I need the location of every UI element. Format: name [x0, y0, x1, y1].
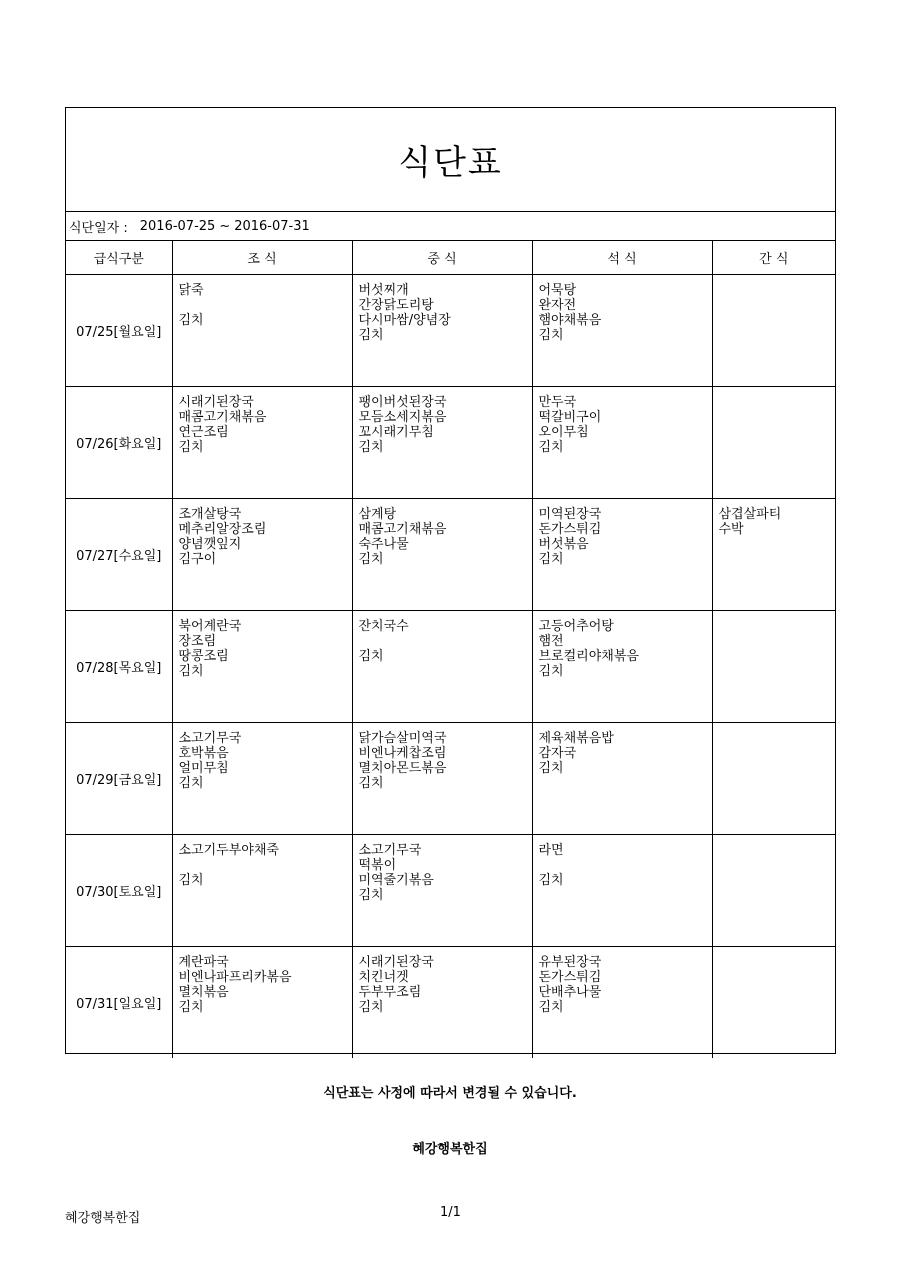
menu-item [359, 634, 532, 649]
menu-item: 김치 [178, 1000, 204, 1015]
breakfast-cell [172, 723, 352, 835]
period-start: 2016-07-25 [139, 218, 216, 234]
menu-item: 두부무조림 [358, 985, 422, 1000]
menu-item: 김치 [538, 328, 564, 343]
menu-body [66, 275, 835, 1059]
menu-item: 소고기무국 [358, 843, 422, 858]
period-end: 2016-07-31 [234, 218, 310, 234]
day-cell: 07/30[토요일] [66, 835, 172, 947]
document-title: 식단표 [398, 143, 503, 183]
menu-item: 김치 [178, 776, 204, 791]
snack-cell [712, 499, 835, 611]
lunch-cell [352, 723, 532, 835]
menu-item: 미역된장국 [538, 507, 602, 522]
menu-item: 연근조림 [178, 425, 229, 440]
breakfast-cell [172, 611, 352, 723]
period-label: 식단일자 : [69, 220, 128, 236]
table-row [66, 499, 835, 611]
menu-item: 모듬소세지볶음 [358, 410, 447, 425]
menu-item: 꼬시래기무침 [358, 425, 434, 440]
menu-item: 매콤고기채볶음 [178, 410, 267, 425]
footer-page-number: 1/1 [440, 1205, 461, 1220]
footer-organization: 혜강행복한집 [65, 1211, 141, 1226]
menu-item: 양념깻잎지 [178, 537, 242, 552]
menu-item: 매콤고기채볶음 [358, 522, 447, 537]
menu-item: 제육채볶음밥 [538, 731, 614, 746]
menu-item: 수박 [718, 522, 744, 537]
dinner-cell [532, 275, 712, 387]
menu-item: 김구이 [178, 552, 217, 567]
dinner-cell [532, 611, 712, 723]
notice-text: 식단표는 사정에 따라서 변경될 수 있습니다. [323, 1086, 577, 1101]
column-header: 간 식 [712, 241, 835, 275]
menu-item: 호박볶음 [178, 746, 229, 761]
menu-item: 시래기된장국 [358, 955, 434, 970]
menu-item: 햄야채볶음 [538, 313, 602, 328]
menu-item: 김치 [358, 888, 384, 903]
menu-item: 팽이버섯된장국 [358, 395, 447, 410]
menu-item: 버섯볶음 [538, 537, 589, 552]
menu-item: 삼계탕 [358, 507, 397, 522]
menu-item: 비엔나파프리카볶음 [178, 970, 292, 985]
menu-item: 소고기두부야채죽 [178, 843, 279, 858]
menu-sheet [65, 107, 836, 1054]
menu-item: 땅콩조림 [178, 649, 229, 664]
menu-item: 김치 [358, 776, 384, 791]
menu-item: 닭가슴살미역국 [358, 731, 447, 746]
table-row [66, 723, 835, 835]
menu-item: 메추리알장조림 [178, 522, 267, 537]
breakfast-cell [172, 947, 352, 1059]
menu-item: 숙주나물 [358, 537, 409, 552]
menu-item: 얼미무침 [178, 761, 229, 776]
menu-item: 김치 [538, 873, 564, 888]
dinner-cell [532, 723, 712, 835]
title-row [66, 108, 835, 212]
column-header: 조 식 [172, 241, 352, 275]
dinner-cell [532, 499, 712, 611]
menu-item: 라면 [538, 843, 564, 858]
menu-item: 김치 [358, 328, 384, 343]
period-row [66, 212, 835, 241]
menu-item: 어묵탕 [538, 283, 577, 298]
menu-item: 삼겹살파티 [718, 507, 782, 522]
day-cell: 07/27[수요일] [66, 499, 172, 611]
lunch-cell [352, 947, 532, 1059]
day-cell: 07/26[화요일] [66, 387, 172, 499]
day-cell: 07/25[월요일] [66, 275, 172, 387]
menu-item: 김치 [538, 440, 564, 455]
breakfast-cell [172, 499, 352, 611]
breakfast-cell [172, 387, 352, 499]
menu-item: 김치 [538, 552, 564, 567]
lunch-cell [352, 835, 532, 947]
menu-item: 계란파국 [178, 955, 229, 970]
menu-item: 떡볶이 [358, 858, 397, 873]
snack-cell [712, 947, 835, 1059]
menu-item: 김치 [178, 440, 204, 455]
day-cell: 07/31[일요일] [66, 947, 172, 1059]
menu-item: 김치 [178, 313, 204, 328]
menu-item: 소고기무국 [178, 731, 242, 746]
day-cell: 07/28[목요일] [66, 611, 172, 723]
menu-item: 시래기된장국 [178, 395, 254, 410]
menu-item: 김치 [358, 440, 384, 455]
menu-item: 김치 [538, 761, 564, 776]
snack-cell [712, 835, 835, 947]
menu-item: 장조림 [178, 634, 217, 649]
menu-item: 조개살탕국 [178, 507, 242, 522]
menu-item: 잔치국수 [358, 619, 409, 634]
menu-item: 브로컬리야채볶음 [538, 649, 639, 664]
lunch-cell [352, 611, 532, 723]
organization-name: 혜강행복한집 [412, 1142, 488, 1157]
snack-cell [712, 611, 835, 723]
menu-item: 멸치볶음 [178, 985, 229, 1000]
menu-item: 다시마쌈/양념장 [358, 313, 451, 328]
table-row [66, 835, 835, 947]
menu-item: 김치 [178, 664, 204, 679]
dinner-cell [532, 387, 712, 499]
snack-cell [712, 275, 835, 387]
menu-item: 유부된장국 [538, 955, 602, 970]
menu-item: 단배추나물 [538, 985, 602, 1000]
menu-item: 김치 [358, 649, 384, 664]
menu-item: 미역줄기볶음 [358, 873, 434, 888]
menu-item: 고등어추어탕 [538, 619, 614, 634]
table-row [66, 611, 835, 723]
menu-item: 햄전 [538, 634, 564, 649]
menu-item: 떡갈비구이 [538, 410, 602, 425]
snack-cell [712, 387, 835, 499]
column-header: 급식구분 [93, 252, 144, 267]
table-row [66, 275, 835, 387]
menu-item: 돈가스튀김 [538, 522, 602, 537]
menu-item: 버섯찌개 [358, 283, 409, 298]
menu-item: 비엔나케찹조림 [358, 746, 447, 761]
menu-item: 김치 [358, 552, 384, 567]
menu-item: 만두국 [538, 395, 577, 410]
column-header: 중 식 [352, 241, 532, 275]
period-separator: ~ [219, 218, 231, 234]
header-row [66, 241, 835, 275]
dinner-cell [532, 835, 712, 947]
menu-item: 감자국 [538, 746, 577, 761]
breakfast-cell [172, 275, 352, 387]
menu-item: 김치 [538, 664, 564, 679]
menu-item: 김치 [178, 873, 204, 888]
menu-item: 북어계란국 [178, 619, 242, 634]
table-row [66, 387, 835, 499]
menu-item: 멸치아몬드볶음 [358, 761, 447, 776]
menu-item: 치킨너겟 [358, 970, 409, 985]
column-header: 석 식 [532, 241, 712, 275]
menu-item: 돈가스튀김 [538, 970, 602, 985]
menu-item: 완자전 [538, 298, 577, 313]
menu-item [179, 298, 352, 313]
menu-item [539, 858, 712, 873]
lunch-cell [352, 387, 532, 499]
lunch-cell [352, 499, 532, 611]
lunch-cell [352, 275, 532, 387]
menu-item: 간장닭도리탕 [358, 298, 434, 313]
day-cell: 07/29[금요일] [66, 723, 172, 835]
menu-item: 오이무침 [538, 425, 589, 440]
menu-item: 김치 [358, 1000, 384, 1015]
breakfast-cell [172, 835, 352, 947]
menu-item [179, 858, 352, 873]
snack-cell [712, 723, 835, 835]
menu-table [66, 241, 835, 1058]
dinner-cell [532, 947, 712, 1059]
menu-item: 닭죽 [178, 283, 204, 298]
menu-item: 김치 [538, 1000, 564, 1015]
table-row [66, 947, 835, 1059]
